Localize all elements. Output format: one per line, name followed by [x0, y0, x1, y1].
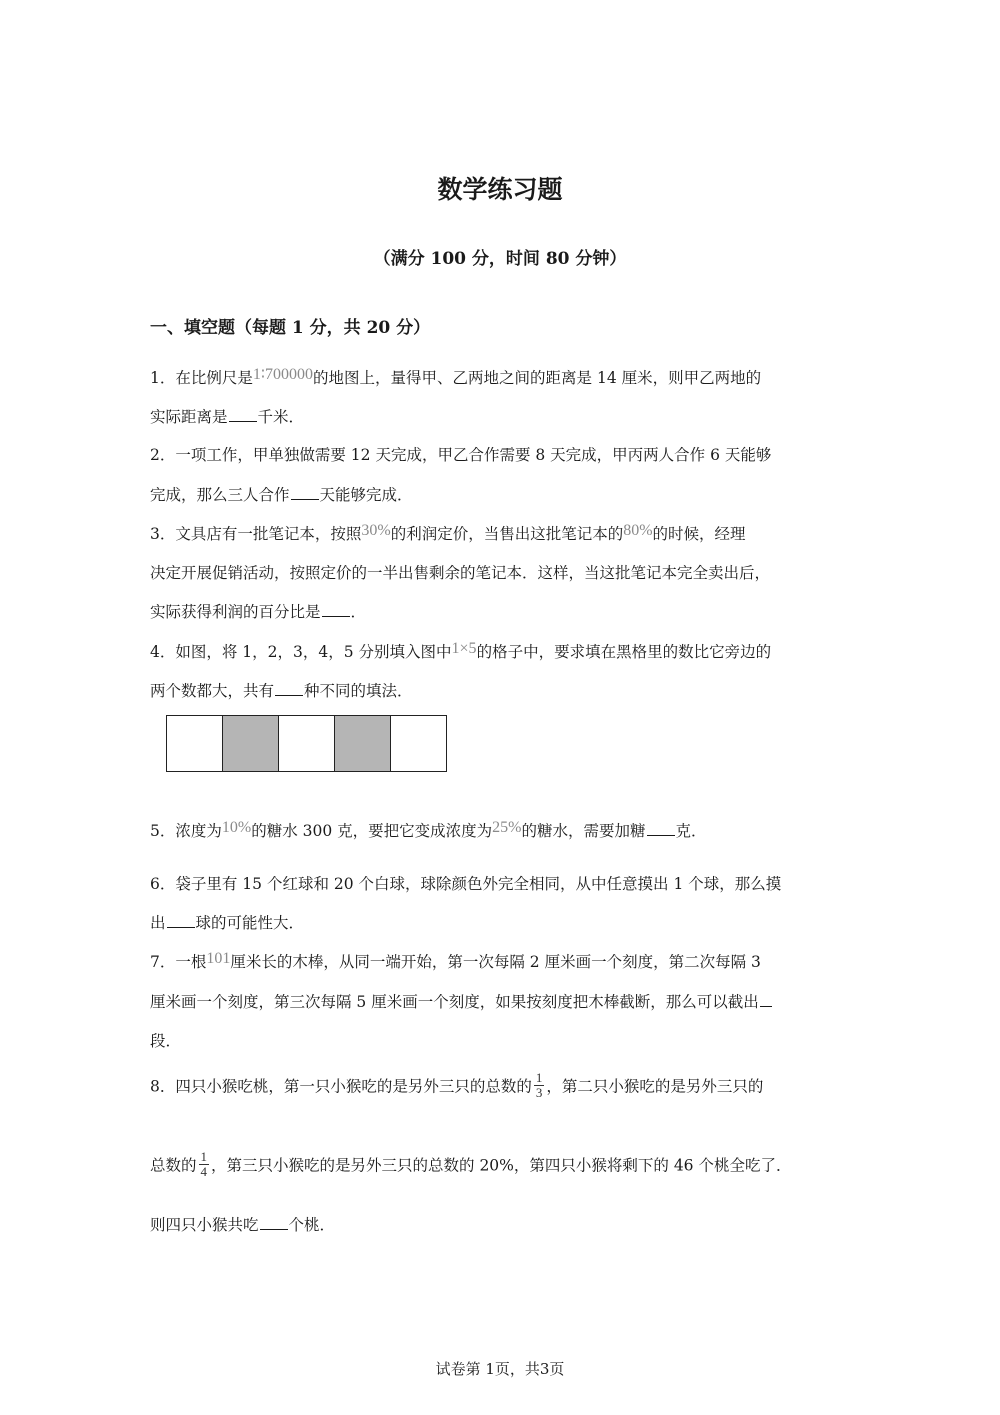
answer-blank[interactable] [229, 420, 257, 422]
question-7-line-2: 厘米画一个刻度，第三次每隔 5 厘米画一个刻度，如果按刻度把木棒截断，那么可以截出 [150, 991, 773, 1013]
sold-percent: 80% [623, 522, 653, 539]
fraction-one-third: $\frac{1}{3}$ [535, 1070, 543, 1100]
question-4-line-2: 两个数都大，共有 种不同的填法． [150, 682, 413, 700]
question-2-line-2: 完成，那么三人合作 天能够完成． [150, 486, 413, 504]
question-2-line-1: 2．一项工作，甲单独做需要 12 天完成，甲乙合作需要 8 天完成，甲丙两人合作 6 天能够 [150, 446, 772, 464]
answer-blank[interactable] [260, 1228, 288, 1230]
question-6-line-2: 出 球的可能性大． [150, 914, 305, 932]
stick-length: 101 [206, 950, 231, 967]
answer-blank[interactable] [275, 694, 303, 696]
initial-concentration: 10% [221, 819, 252, 836]
question-1-line-1: 1．在比例尺是1∶700000的地图上，量得甲、乙两地之间的距离是 14 厘米，则甲乙两地的 [150, 366, 762, 387]
page-title: 数学练习题 [437, 175, 563, 204]
answer-blank[interactable] [291, 498, 319, 500]
question-3-line-3: 实际获得利润的百分比是 ． [150, 603, 367, 621]
fraction-one-quarter: $\frac{1}{4}$ [200, 1149, 208, 1179]
question-1-line-2: 实际距离是 千米． [150, 408, 305, 426]
answer-blank[interactable] [167, 926, 195, 928]
question-3-line-2: 决定开展促销活动，按照定价的一半出售剩余的笔记本．这样，当这批笔记本完全卖出后， [150, 564, 771, 582]
section-heading: 一、填空题（每题 1 分，共 20 分） [150, 318, 431, 338]
question-7-line-1: 7．一根101厘米长的木棒，从同一端开始，第一次每隔 2 厘米画一个刻度，第二次每隔 3 [150, 950, 761, 971]
question-8-line-3: 则四只小猴共吃 个桃． [150, 1216, 336, 1234]
grid-size: 1×5 [451, 640, 477, 657]
target-concentration: 25% [492, 819, 522, 836]
scale-ratio: 1∶700000 [252, 366, 314, 383]
grid-cell-gray [335, 716, 391, 771]
question-8-line-2: 总数的 $\frac{1}{4}$ ，第三只小猴吃的是另外三只的总数的 20%，第四只小猴将剩下的 46 个桃全吃了． [150, 1149, 792, 1179]
question-7-line-3: 段． [150, 1032, 182, 1050]
profit-percent: 30% [361, 522, 391, 539]
question-8-line-1: 8．四只小猴吃桃，第一只小猴吃的是另外三只的总数的 $\frac{1}{3}$ ，第二只小猴吃的是另外三只的 [150, 1070, 764, 1100]
page-footer: 试卷第 1页，共3页 [435, 1360, 565, 1378]
grid-cell-gray [223, 716, 279, 771]
exam-subtitle: （满分 100 分，时间 80 分钟） [373, 249, 627, 269]
grid-cell-white [167, 716, 223, 771]
answer-blank[interactable] [760, 1005, 772, 1007]
grid-cell-white [391, 716, 446, 771]
grid-cell-white [279, 716, 335, 771]
question-5-line-1: 5．浓度为10%的糖水 300 克，要把它变成浓度为25%的糖水，需要加糖 克． [150, 819, 707, 840]
answer-blank[interactable] [322, 615, 350, 617]
grid-figure [166, 715, 447, 772]
question-6-line-1: 6．袋子里有 15 个红球和 20 个白球，球除颜色外完全相同，从中任意摸出 1 个球，那么摸 [150, 875, 782, 893]
question-4-line-1: 4．如图，将 1，2，3，4，5 分别填入图中1×5的格子中，要求填在黑格里的数比它旁边的 [150, 640, 772, 661]
answer-blank[interactable] [647, 834, 675, 836]
question-3-line-1: 3．文具店有一批笔记本，按照30%的利润定价，当售出这批笔记本的80%的时候，经理 [150, 522, 746, 543]
